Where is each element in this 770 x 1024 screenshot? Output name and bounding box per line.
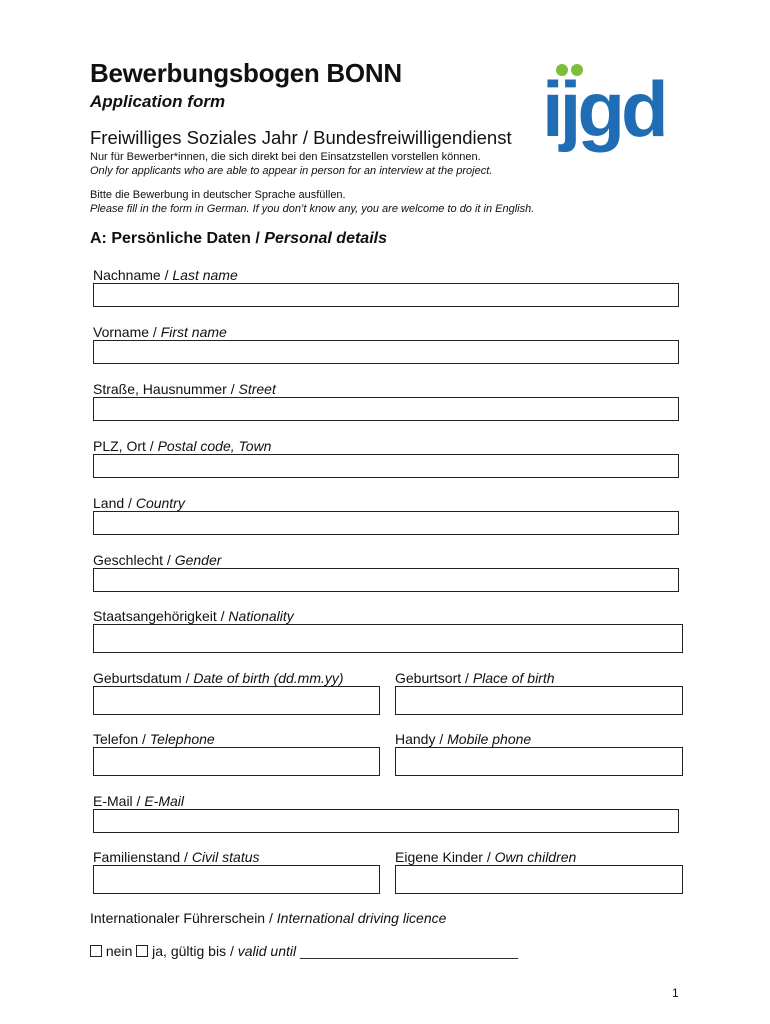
mobile-label: Handy / Mobile phone: [395, 731, 532, 747]
page-subtitle: Application form: [90, 92, 226, 111]
civil-status-field[interactable]: [93, 865, 380, 894]
page-title: Bewerbungsbogen BONN: [90, 58, 402, 88]
licence-no-label: nein: [105, 943, 133, 959]
street-label: Straße, Hausnummer / Street: [93, 381, 276, 397]
ijgd-logo: [540, 58, 682, 153]
dob-label: Geburtsdatum / Date of birth (dd.mm.yy): [93, 670, 344, 686]
gender-label: Geschlecht / Gender: [93, 552, 222, 568]
gender-field[interactable]: [93, 568, 679, 592]
email-label: E-Mail / E-Mail: [93, 793, 185, 809]
country-field[interactable]: [93, 511, 679, 535]
first-name-label: Vorname / First name: [93, 324, 227, 340]
mobile-field[interactable]: [395, 747, 683, 776]
note-2-english: Please fill in the form in German. If you don’t know any, you are welcome to do it in English.: [90, 203, 535, 215]
country-label: Land / Country: [93, 495, 185, 511]
email-field[interactable]: [93, 809, 679, 833]
logo-text: ijgd: [542, 65, 665, 153]
valid-until-blank[interactable]: ____________________________: [300, 943, 519, 959]
pob-label: Geburtsort / Place of birth: [395, 670, 555, 686]
postal-field[interactable]: [93, 454, 679, 478]
children-label: Eigene Kinder / Own children: [395, 849, 577, 865]
program-title: Freiwilliges Soziales Jahr / Bundesfreiwilligendienst: [90, 127, 512, 148]
nationality-field[interactable]: [93, 624, 683, 653]
dob-field[interactable]: [93, 686, 380, 715]
licence-yes-checkbox[interactable]: [136, 945, 148, 957]
note-1-german: Nur für Bewerber*innen, die sich direkt bei den Einsatzstellen vorstellen können.: [90, 151, 481, 163]
licence-yes-label: ja, gültig bis /: [152, 943, 238, 959]
page-number: 1: [672, 986, 679, 1000]
licence-no-checkbox[interactable]: [90, 945, 102, 957]
street-field[interactable]: [93, 397, 679, 421]
civil-status-label: Familienstand / Civil status: [93, 849, 260, 865]
note-2-german: Bitte die Bewerbung in deutscher Sprache ausfüllen.: [90, 189, 346, 201]
licence-label: Internationaler Führerschein / International driving licence: [90, 910, 447, 926]
last-name-label: Nachname / Last name: [93, 267, 238, 283]
intro-note-1: [90, 150, 492, 178]
note-1-english: Only for applicants who are able to appear in person for an interview at the project.: [90, 165, 493, 177]
intro-note-2: [90, 188, 534, 216]
telephone-label: Telefon / Telephone: [93, 731, 215, 747]
postal-label: PLZ, Ort / Postal code, Town: [93, 438, 272, 454]
last-name-field[interactable]: [93, 283, 679, 307]
valid-until-label: valid until: [237, 943, 297, 959]
first-name-field[interactable]: [93, 340, 679, 364]
pob-field[interactable]: [395, 686, 683, 715]
licence-options: [90, 943, 518, 959]
telephone-field[interactable]: [93, 747, 380, 776]
nationality-label: Staatsangehörigkeit / Nationality: [93, 608, 294, 624]
section-a-heading: A: Persönliche Daten / Personal details: [90, 230, 387, 247]
children-field[interactable]: [395, 865, 683, 894]
